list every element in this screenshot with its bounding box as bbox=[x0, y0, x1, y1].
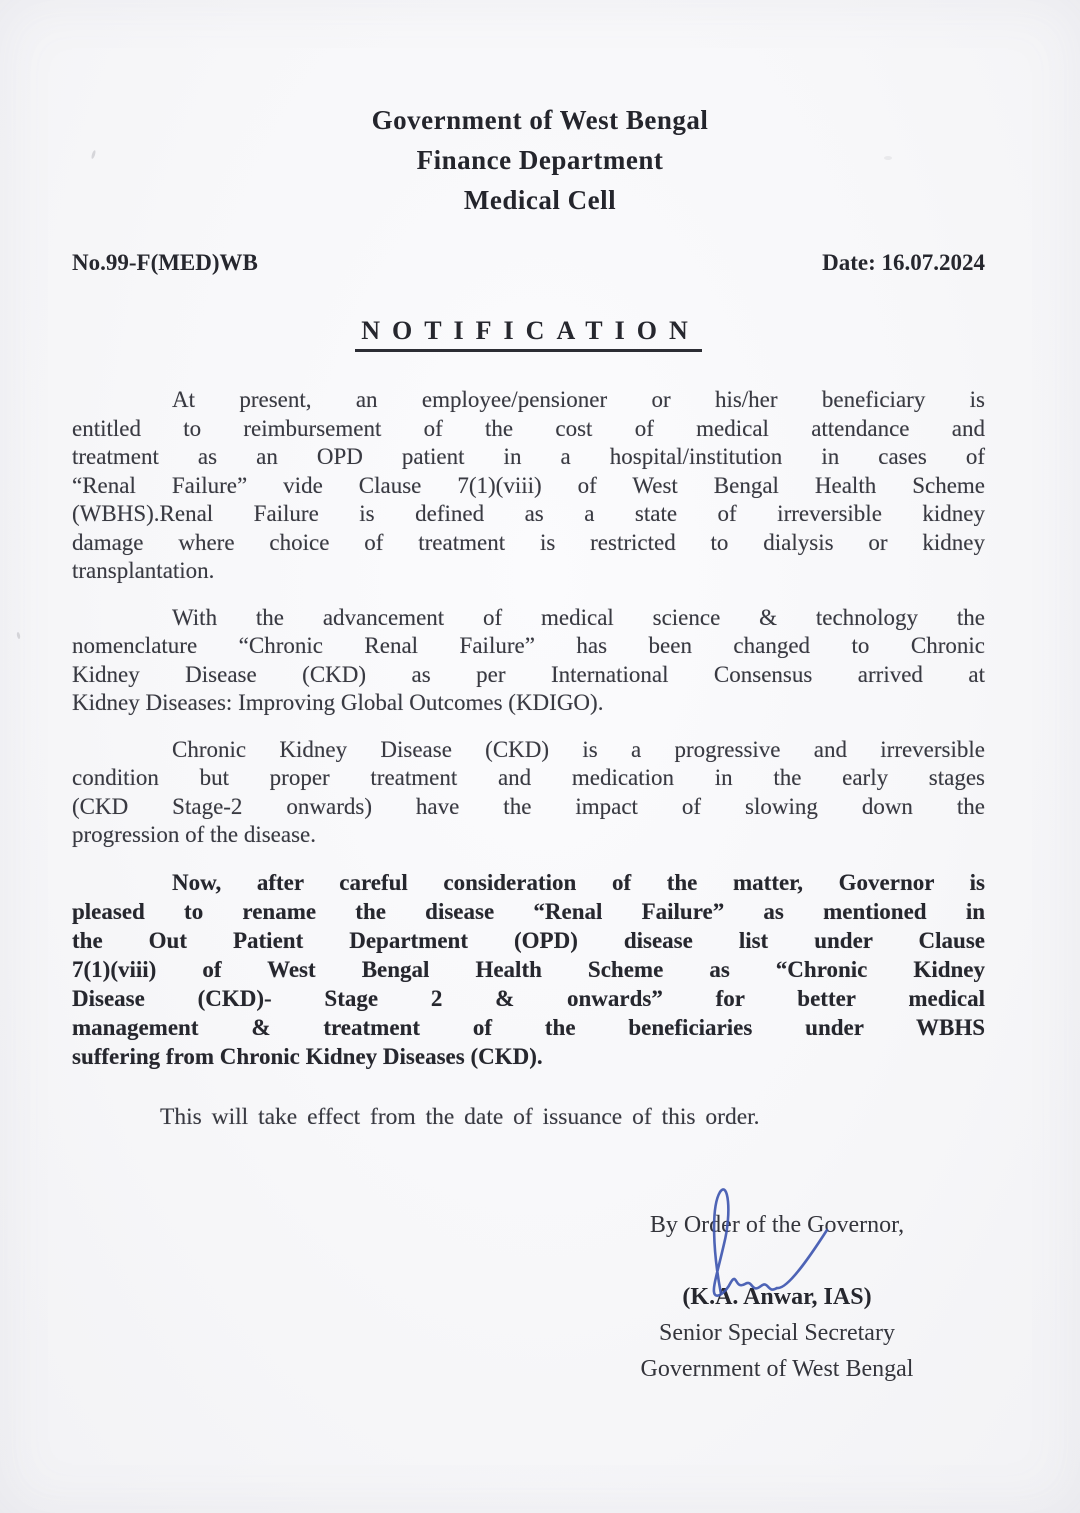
paragraph-line: 7(1)(viii) of West Bengal Health Scheme as “Chronic Kidney bbox=[72, 956, 985, 982]
reference-number: No.99-F(MED)WB bbox=[72, 250, 258, 275]
paragraph-line: (CKD Stage-2 onwards) have the impact of slowing down the bbox=[72, 793, 985, 819]
paragraph bbox=[72, 868, 985, 1071]
org-name: Government of West Bengal bbox=[371, 105, 709, 135]
scan-artifact bbox=[884, 156, 892, 160]
document-body bbox=[72, 250, 985, 1384]
paragraph-line: Disease (CKD)- Stage 2 & onwards” for better medical bbox=[72, 985, 985, 1011]
paragraph-line: the Out Patient Department (OPD) disease list under Clause bbox=[72, 927, 985, 953]
paragraph-line: Kidney Diseases: Improving Global Outcomes (KDIGO). bbox=[72, 690, 604, 715]
signatory-designation: Senior Special Secretary bbox=[659, 1319, 895, 1346]
signature-block bbox=[577, 1210, 977, 1384]
paragraph-line: management & treatment of the beneficiaries under WBHS bbox=[72, 1014, 985, 1040]
by-order-line: By Order of the Governor, bbox=[649, 1211, 905, 1238]
reference-row bbox=[72, 250, 985, 276]
body-paragraphs bbox=[72, 386, 985, 1071]
paragraph-line: “Renal Failure” vide Clause 7(1)(viii) of West Bengal Health Scheme bbox=[72, 472, 985, 498]
letterhead bbox=[0, 100, 1080, 220]
paragraph-line: damage where choice of treatment is restricted to dialysis or kidney bbox=[72, 529, 985, 555]
paragraph-line: nomenclature “Chronic Renal Failure” has been changed to Chronic bbox=[72, 633, 985, 658]
paragraph-line: transplantation. bbox=[72, 558, 215, 583]
paragraph bbox=[72, 604, 985, 718]
notification-title: NOTIFICATION bbox=[355, 316, 702, 352]
signatory-organization: Government of West Bengal bbox=[640, 1355, 914, 1382]
paragraph-line: Chronic Kidney Disease (CKD) is a progressive and irreversible bbox=[172, 736, 985, 762]
department-name: Finance Department bbox=[416, 145, 664, 175]
paragraph-line: Now, after careful consideration of the matter, Governor is bbox=[172, 869, 985, 895]
paragraph-line: pleased to rename the disease “Renal Failure” as mentioned in bbox=[72, 898, 985, 924]
paragraph-line: condition but proper treatment and medication in the early stages bbox=[72, 765, 985, 790]
paragraph-line: progression of the disease. bbox=[72, 822, 316, 847]
paragraph bbox=[72, 386, 985, 586]
signatory-name: (K.A. Anwar, IAS) bbox=[682, 1283, 872, 1310]
effect-statement: This will take effect from the date of issuance of this order. bbox=[160, 1103, 760, 1130]
paragraph-line: entitled to reimbursement of the cost of medical attendance and bbox=[72, 415, 985, 441]
paragraph-line: At present, an employee/pensioner or his/her beneficiary is bbox=[172, 387, 985, 412]
paragraph-line: (WBHS).Renal Failure is defined as a state of irreversible kidney bbox=[72, 501, 985, 526]
paragraph-line: treatment as an OPD patient in a hospital/institution in cases of bbox=[72, 444, 985, 469]
scan-artifact bbox=[16, 632, 20, 639]
paragraph-line: With the advancement of medical science & technology the bbox=[172, 604, 985, 630]
date-line: Date: 16.07.2024 bbox=[822, 250, 985, 275]
paragraph-line: Kidney Disease (CKD) as per International Consensus arrived at bbox=[72, 661, 985, 687]
paragraph-line: suffering from Chronic Kidney Diseases (CKD). bbox=[72, 1043, 543, 1069]
cell-name: Medical Cell bbox=[463, 185, 617, 215]
paragraph bbox=[72, 736, 985, 850]
title-row bbox=[72, 316, 985, 352]
